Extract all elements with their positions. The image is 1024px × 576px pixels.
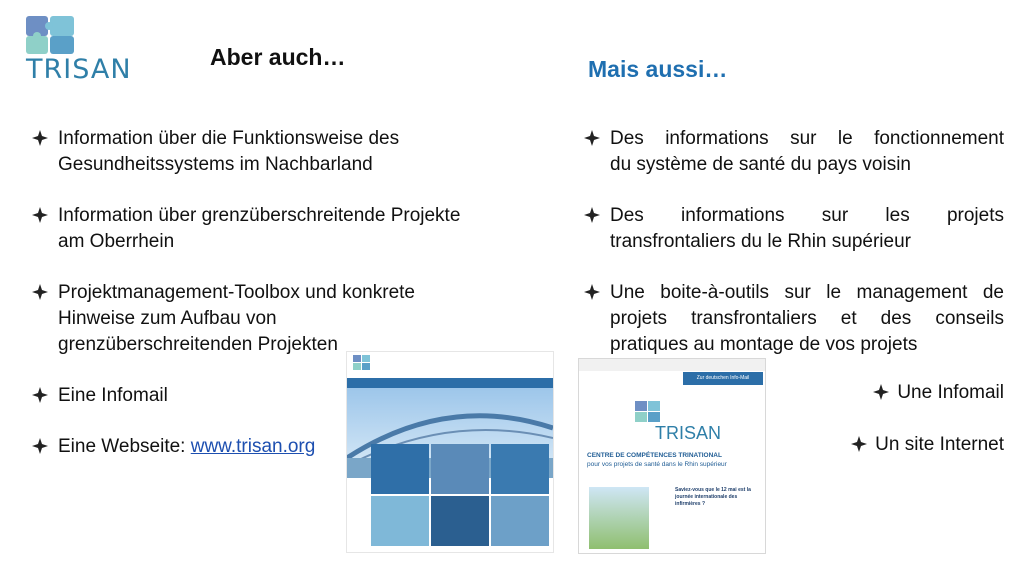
nurse-photo (589, 487, 649, 549)
diamond-bullet-icon (873, 384, 889, 400)
list-item-line: Gesundheitssystems im Nachbarland (58, 154, 373, 175)
newsletter-heading-line: CENTRE DE COMPÉTENCES TRINATIONAL (587, 452, 722, 459)
title-german: Aber auch… (210, 44, 346, 70)
trisan-logo (22, 14, 144, 85)
diamond-bullet-icon (32, 130, 48, 146)
newsletter-subheading: pour vos projets de santé dans le Rhin supérieur (587, 461, 727, 468)
diamond-bullet-icon (32, 207, 48, 223)
list-item-line: Information über grenzüberschreitende Projekte (58, 205, 461, 226)
puzzle-logo-icon (351, 354, 391, 376)
list-item-line: Une boite-à-outils sur le management de (610, 282, 1004, 303)
diamond-bullet-icon (32, 284, 48, 300)
french-list (584, 126, 1004, 383)
list-item (584, 280, 1004, 358)
list-item (32, 126, 512, 178)
list-item-line: projets transfrontaliers et des conseils (610, 308, 1004, 329)
website-nav (347, 378, 553, 388)
diamond-bullet-icon (851, 436, 867, 452)
diamond-bullet-icon (584, 284, 600, 300)
list-item-label: Un site Internet (875, 434, 1004, 455)
website-screenshot (346, 351, 554, 553)
list-item (584, 126, 1004, 178)
tile (431, 496, 489, 546)
list-item-line: Des informations sur les projets (610, 205, 1004, 226)
list-item-line: am Oberrhein (58, 231, 175, 252)
diamond-bullet-icon (32, 438, 48, 454)
list-item-line: Information über die Funktionsweise des (58, 128, 400, 149)
puzzle-logo-icon (22, 14, 102, 56)
diamond-bullet-icon (584, 207, 600, 223)
diamond-bullet-icon (584, 130, 600, 146)
list-item-line: transfrontaliers du le Rhin supérieur (610, 231, 911, 252)
list-item (873, 380, 1004, 406)
list-item-line: Projektmanagement-Toolbox und konkrete (58, 282, 415, 303)
newsletter-heading (587, 451, 757, 469)
list-item-line: pratiques au montage de vos projets (610, 334, 918, 355)
tile (371, 444, 429, 494)
list-item (584, 203, 1004, 255)
title-french: Mais aussi… (588, 56, 728, 82)
list-item-line: du système de santé du pays voisin (610, 154, 912, 175)
website-link[interactable]: www.trisan.org (190, 436, 316, 457)
list-item (32, 280, 512, 358)
tile (371, 496, 429, 546)
german-infomail-button: Zur deutschen Info-Mail (683, 372, 763, 385)
tile (431, 444, 489, 494)
list-item-line: Hinweise zum Aufbau von (58, 308, 277, 329)
newsletter-teaser: Saviez-vous que le 12 mai est la journée internationale des infirmières ? (675, 487, 751, 507)
list-item-line: grenzüberschreitenden Projekten (58, 334, 338, 355)
newsletter-topbar (579, 359, 765, 371)
tile (491, 444, 549, 494)
list-item-line: Des informations sur le fonctionnement (610, 128, 1004, 149)
website-prefix: Eine Webseite: (58, 436, 191, 457)
newsletter-logo-text: TRISAN (655, 423, 722, 443)
list-item-label: Une Infomail (897, 382, 1004, 403)
list-item-line: Eine Infomail (58, 385, 168, 406)
list-item (851, 432, 1004, 458)
logo-text: TRISAN (26, 54, 132, 85)
newsletter-screenshot (578, 358, 766, 554)
diamond-bullet-icon (32, 387, 48, 403)
list-item (32, 203, 512, 255)
website-tiles (371, 444, 553, 552)
tile (491, 496, 549, 546)
website-header (347, 352, 553, 378)
